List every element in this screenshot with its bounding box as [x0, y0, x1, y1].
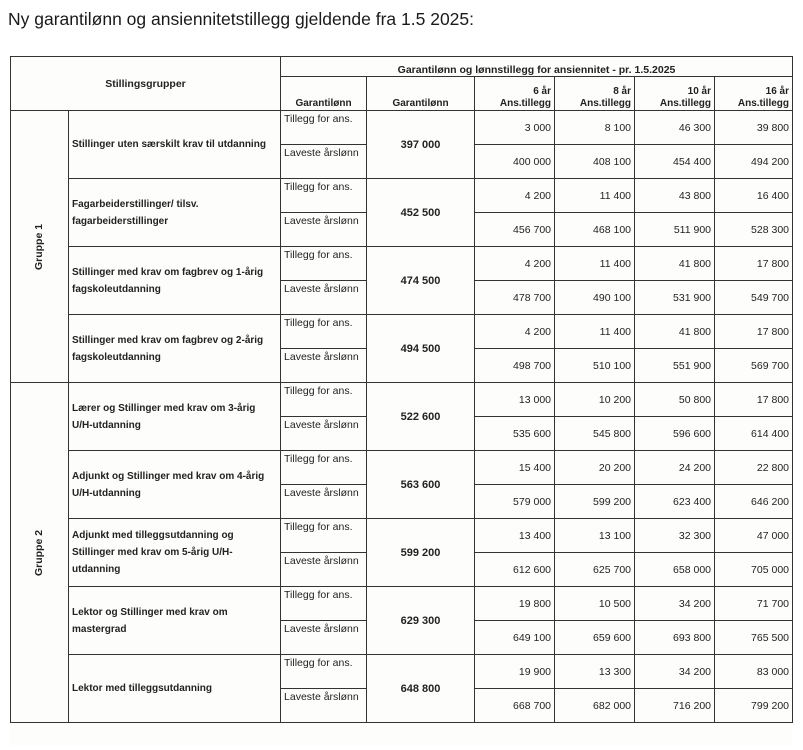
laveste-value: 599 200	[555, 485, 635, 519]
laveste-value: 456 700	[475, 213, 555, 247]
tillegg-value: 15 400	[475, 451, 555, 485]
table-row	[11, 655, 793, 689]
laveste-value: 454 400	[635, 145, 715, 179]
row-label-laveste: Laveste årslønn	[281, 485, 367, 519]
tillegg-value: 13 000	[475, 383, 555, 417]
tillegg-value: 4 200	[475, 179, 555, 213]
row-label-tillegg: Tillegg for ans.	[281, 519, 367, 553]
row-label-laveste: Laveste årslønn	[281, 621, 367, 655]
tillegg-value: 83 000	[715, 655, 793, 689]
table-row	[11, 383, 793, 417]
tillegg-value: 10 500	[555, 587, 635, 621]
laveste-value: 535 600	[475, 417, 555, 451]
laveste-value: 693 800	[635, 621, 715, 655]
laveste-value: 400 000	[475, 145, 555, 179]
tillegg-value: 17 800	[715, 247, 793, 281]
header-16-year-years: 16 år	[765, 86, 790, 97]
row-label-laveste: Laveste årslønn	[281, 213, 367, 247]
laveste-value: 510 100	[555, 349, 635, 383]
garantilonn-value: 474 500	[367, 247, 475, 315]
salary-table-body	[11, 111, 793, 723]
header-10-year	[635, 77, 715, 111]
laveste-value: 545 800	[555, 417, 635, 451]
tillegg-value: 13 300	[555, 655, 635, 689]
laveste-value: 682 000	[555, 689, 635, 723]
tillegg-value: 46 300	[635, 111, 715, 145]
header-6-year-years: 6 år	[533, 86, 552, 97]
tillegg-value: 11 400	[555, 315, 635, 349]
position-name: Lærer og Stillinger med krav om 3-årig U/H-utdanning	[69, 383, 281, 451]
tillegg-value: 13 400	[475, 519, 555, 553]
row-label-laveste: Laveste årslønn	[281, 417, 367, 451]
table-row	[11, 587, 793, 621]
row-label-tillegg: Tillegg for ans.	[281, 111, 367, 145]
tillegg-value: 34 200	[635, 587, 715, 621]
position-name: Lektor og Stillinger med krav om mastergrad	[69, 587, 281, 655]
header-10-year-label: Ans.tillegg	[659, 98, 712, 109]
position-name: Stillinger med krav om fagbrev og 2-årig fagskoleutdanning	[69, 315, 281, 383]
tillegg-value: 19 900	[475, 655, 555, 689]
row-label-tillegg: Tillegg for ans.	[281, 179, 367, 213]
tillegg-value: 39 800	[715, 111, 793, 145]
header-span-title: Garantilønn og lønnstillegg for ansiennitet - pr. 1.5.2025	[281, 57, 793, 77]
laveste-value: 765 500	[715, 621, 793, 655]
garantilonn-value: 629 300	[367, 587, 475, 655]
salary-table	[10, 56, 793, 723]
laveste-value: 490 100	[555, 281, 635, 315]
laveste-value: 659 600	[555, 621, 635, 655]
tillegg-value: 43 800	[635, 179, 715, 213]
tillegg-value: 41 800	[635, 315, 715, 349]
header-8-year-label: Ans.tillegg	[579, 98, 632, 109]
header-16-year-label: Ans.tillegg	[737, 98, 790, 109]
laveste-value: 511 900	[635, 213, 715, 247]
row-label-tillegg: Tillegg for ans.	[281, 655, 367, 689]
laveste-value: 649 100	[475, 621, 555, 655]
tillegg-value: 41 800	[635, 247, 715, 281]
garantilonn-value: 522 600	[367, 383, 475, 451]
laveste-value: 528 300	[715, 213, 793, 247]
garantilonn-value: 563 600	[367, 451, 475, 519]
garantilonn-value: 494 500	[367, 315, 475, 383]
tillegg-value: 4 200	[475, 247, 555, 281]
group-label: Gruppe 1	[33, 223, 46, 270]
table-row	[11, 179, 793, 213]
header-6-year-label: Ans.tillegg	[499, 98, 552, 109]
tillegg-value: 4 200	[475, 315, 555, 349]
tillegg-value: 19 800	[475, 587, 555, 621]
row-label-tillegg: Tillegg for ans.	[281, 451, 367, 485]
tillegg-value: 11 400	[555, 247, 635, 281]
tillegg-value: 8 100	[555, 111, 635, 145]
header-garantilonn-value: Garantilønn	[367, 77, 475, 111]
position-name: Fagarbeiderstillinger/ tilsv. fagarbeiderstillinger	[69, 179, 281, 247]
laveste-value: 623 400	[635, 485, 715, 519]
tillegg-value: 47 000	[715, 519, 793, 553]
tillegg-value: 17 800	[715, 315, 793, 349]
laveste-value: 799 200	[715, 689, 793, 723]
laveste-value: 716 200	[635, 689, 715, 723]
laveste-value: 498 700	[475, 349, 555, 383]
laveste-value: 625 700	[555, 553, 635, 587]
laveste-value: 478 700	[475, 281, 555, 315]
laveste-value: 569 700	[715, 349, 793, 383]
group-label: Gruppe 2	[33, 529, 46, 576]
laveste-value: 551 900	[635, 349, 715, 383]
page-title: Ny garantilønn og ansiennitetstillegg gjeldende fra 1.5 2025:	[8, 9, 475, 29]
group-label-cell	[11, 383, 69, 723]
tillegg-value: 16 400	[715, 179, 793, 213]
tillegg-value: 3 000	[475, 111, 555, 145]
laveste-value: 596 600	[635, 417, 715, 451]
tillegg-value: 13 100	[555, 519, 635, 553]
row-label-tillegg: Tillegg for ans.	[281, 383, 367, 417]
tillegg-value: 34 200	[635, 655, 715, 689]
header-8-year-years: 8 år	[613, 86, 632, 97]
position-name: Adjunkt med tilleggsutdanning og Stillinger med krav om 5-årig U/H-utdanning	[69, 519, 281, 587]
tillegg-value: 50 800	[635, 383, 715, 417]
garantilonn-value: 599 200	[367, 519, 475, 587]
table-row	[11, 111, 793, 145]
header-stillingsgrupper: Stillingsgrupper	[11, 57, 281, 111]
laveste-value: 408 100	[555, 145, 635, 179]
tillegg-value: 11 400	[555, 179, 635, 213]
garantilonn-value: 452 500	[367, 179, 475, 247]
garantilonn-value: 648 800	[367, 655, 475, 723]
header-garantilonn: Garantilønn	[281, 77, 367, 111]
laveste-value: 614 400	[715, 417, 793, 451]
row-label-laveste: Laveste årslønn	[281, 689, 367, 723]
header-8-year	[555, 77, 635, 111]
position-name: Stillinger med krav om fagbrev og 1-årig fagskoleutdanning	[69, 247, 281, 315]
position-name: Stillinger uten særskilt krav til utdanning	[69, 111, 281, 179]
header-10-year-years: 10 år	[687, 86, 712, 97]
row-label-laveste: Laveste årslønn	[281, 281, 367, 315]
laveste-value: 579 000	[475, 485, 555, 519]
laveste-value: 531 900	[635, 281, 715, 315]
tillegg-value: 24 200	[635, 451, 715, 485]
tillegg-value: 20 200	[555, 451, 635, 485]
group-label-cell	[11, 111, 69, 383]
table-row	[11, 451, 793, 485]
laveste-value: 494 200	[715, 145, 793, 179]
table-row	[11, 519, 793, 553]
row-label-tillegg: Tillegg for ans.	[281, 587, 367, 621]
tillegg-value: 17 800	[715, 383, 793, 417]
position-name: Adjunkt og Stillinger med krav om 4-årig U/H-utdanning	[69, 451, 281, 519]
row-label-laveste: Laveste årslønn	[281, 145, 367, 179]
table-row	[11, 247, 793, 281]
laveste-value: 646 200	[715, 485, 793, 519]
laveste-value: 468 100	[555, 213, 635, 247]
tillegg-value: 22 800	[715, 451, 793, 485]
header-16-year	[715, 77, 793, 111]
laveste-value: 705 000	[715, 553, 793, 587]
row-label-tillegg: Tillegg for ans.	[281, 247, 367, 281]
header-6-year	[475, 77, 555, 111]
header-row-top	[11, 57, 793, 77]
garantilonn-value: 397 000	[367, 111, 475, 179]
laveste-value: 658 000	[635, 553, 715, 587]
row-label-laveste: Laveste årslønn	[281, 553, 367, 587]
salary-sheet	[10, 56, 792, 746]
tillegg-value: 71 700	[715, 587, 793, 621]
laveste-value: 549 700	[715, 281, 793, 315]
laveste-value: 612 600	[475, 553, 555, 587]
table-row	[11, 315, 793, 349]
position-name: Lektor med tilleggsutdanning	[69, 655, 281, 723]
row-label-laveste: Laveste årslønn	[281, 349, 367, 383]
laveste-value: 668 700	[475, 689, 555, 723]
tillegg-value: 32 300	[635, 519, 715, 553]
tillegg-value: 10 200	[555, 383, 635, 417]
row-label-tillegg: Tillegg for ans.	[281, 315, 367, 349]
